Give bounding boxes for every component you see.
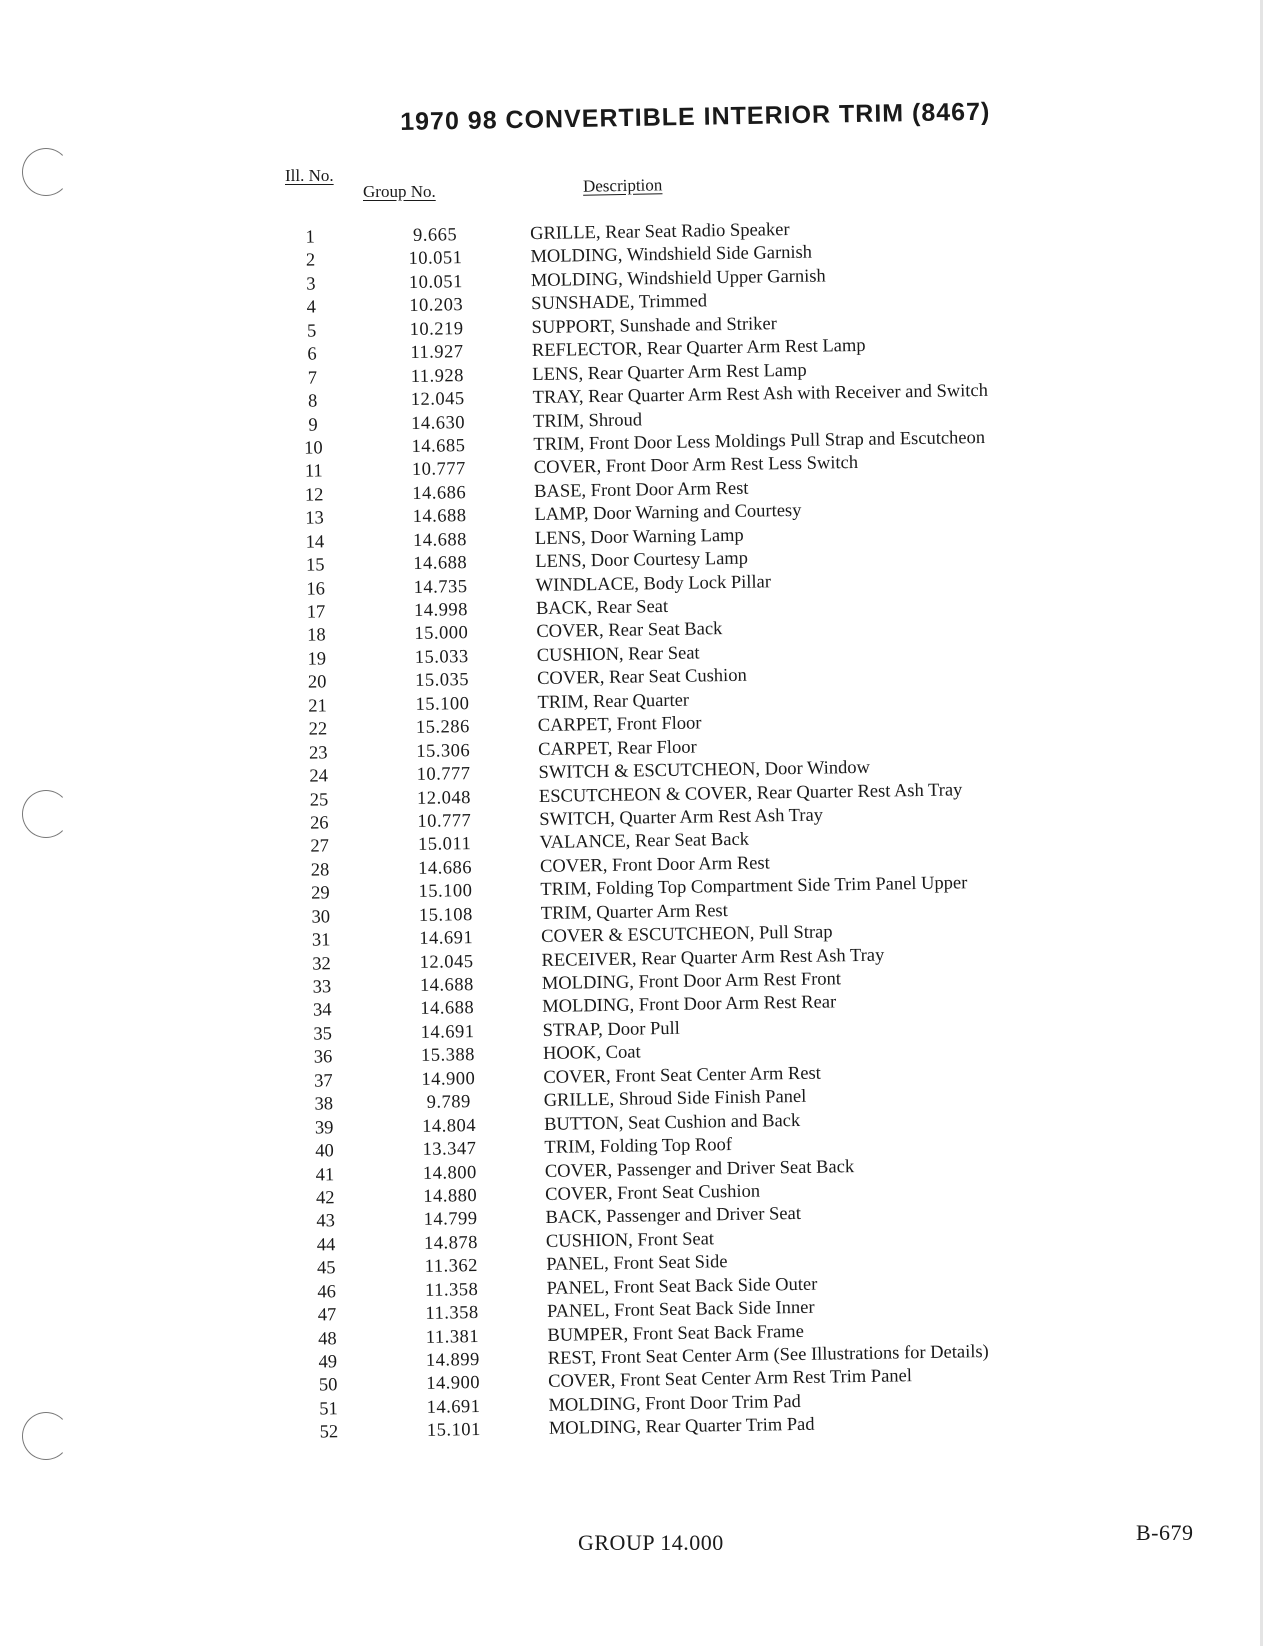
part-description: BUMPER, Front Seat Back Frame bbox=[547, 1321, 804, 1346]
group-number: 10.777 bbox=[416, 764, 471, 785]
ill-number: 5 bbox=[306, 321, 317, 342]
group-number: 14.688 bbox=[412, 506, 467, 528]
part-description: MOLDING, Front Door Trim Pad bbox=[548, 1391, 802, 1416]
group-number: 14.688 bbox=[412, 529, 468, 551]
ill-number: 22 bbox=[308, 719, 328, 740]
ill-number: 25 bbox=[309, 789, 329, 811]
group-number: 14.688 bbox=[413, 553, 468, 575]
column-header-ill-no: Ill. No. bbox=[285, 166, 334, 185]
part-description: CUSHION, Front Seat bbox=[545, 1229, 715, 1252]
ill-number: 1 bbox=[305, 227, 315, 248]
ill-number: 34 bbox=[312, 1000, 332, 1022]
part-description: TRIM, Shroud bbox=[532, 409, 643, 432]
ill-number: 20 bbox=[307, 672, 327, 693]
ill-number: 7 bbox=[307, 368, 318, 389]
group-number: 12.045 bbox=[410, 389, 465, 411]
ill-number: 4 bbox=[306, 297, 317, 318]
parts-table bbox=[280, 214, 1199, 1447]
part-description: MOLDING, Windshield Upper Garnish bbox=[530, 266, 826, 291]
part-description: STRAP, Door Pull bbox=[542, 1018, 681, 1041]
part-description: BACK, Rear Seat bbox=[535, 596, 669, 620]
group-number: 14.630 bbox=[410, 412, 466, 434]
part-description: CARPET, Front Floor bbox=[537, 713, 702, 737]
group-number: 14.900 bbox=[426, 1373, 481, 1395]
ill-number: 39 bbox=[314, 1117, 334, 1139]
ill-number: 37 bbox=[314, 1071, 333, 1092]
group-number: 12.048 bbox=[416, 787, 472, 809]
ill-number: 38 bbox=[314, 1094, 334, 1115]
ill-number: 43 bbox=[316, 1211, 336, 1232]
part-description: BACK, Passenger and Driver Seat bbox=[545, 1204, 802, 1229]
ill-number: 27 bbox=[310, 836, 330, 857]
group-number: 12.045 bbox=[419, 951, 474, 973]
group-number: 14.878 bbox=[423, 1232, 479, 1254]
part-description: ESCUTCHEON & COVER, Rear Quarter Rest Ash Tray bbox=[538, 779, 963, 807]
part-description: WINDLACE, Body Lock Pillar bbox=[535, 571, 772, 596]
group-number: 15.100 bbox=[415, 693, 470, 715]
group-number: 14.804 bbox=[422, 1115, 477, 1137]
group-number: 11.358 bbox=[425, 1303, 479, 1324]
group-number: 13.347 bbox=[422, 1139, 477, 1160]
ill-number: 46 bbox=[317, 1281, 337, 1303]
part-description: VALANCE, Rear Seat Back bbox=[539, 830, 750, 854]
part-description: GRILLE, Rear Seat Radio Speaker bbox=[529, 219, 790, 245]
ill-number: 48 bbox=[318, 1328, 337, 1350]
ill-number: 15 bbox=[305, 555, 325, 576]
part-description: PANEL, Front Seat Side bbox=[546, 1252, 728, 1276]
group-number: 15.000 bbox=[414, 623, 469, 645]
group-number: 15.033 bbox=[414, 646, 469, 668]
group-number: 15.035 bbox=[415, 670, 470, 692]
group-number: 14.900 bbox=[421, 1068, 476, 1090]
part-description: CARPET, Rear Floor bbox=[538, 737, 697, 760]
group-number: 11.928 bbox=[410, 365, 465, 387]
footer-group: GROUP 14.000 bbox=[578, 1530, 724, 1555]
group-number: 14.880 bbox=[423, 1185, 478, 1207]
ill-number: 41 bbox=[315, 1164, 335, 1186]
ill-number: 49 bbox=[318, 1352, 338, 1373]
part-description: TRIM, Front Door Less Moldings Pull Strap and Escutcheon bbox=[533, 427, 986, 455]
group-number: 15.101 bbox=[426, 1420, 482, 1442]
ill-number: 21 bbox=[308, 696, 327, 717]
part-description: COVER & ESCUTCHEON, Pull Strap bbox=[541, 922, 833, 948]
column-header-description: Description bbox=[582, 175, 663, 196]
part-description: LENS, Rear Quarter Arm Rest Lamp bbox=[532, 360, 807, 385]
ill-number: 26 bbox=[309, 813, 329, 834]
ill-number: 50 bbox=[318, 1375, 338, 1396]
part-description: COVER, Rear Seat Cushion bbox=[536, 666, 747, 690]
part-description: PANEL, Front Seat Back Side Inner bbox=[546, 1297, 815, 1323]
ill-number: 3 bbox=[306, 274, 316, 295]
part-description: MOLDING, Front Door Arm Rest Rear bbox=[542, 992, 837, 1018]
ill-number: 23 bbox=[308, 742, 328, 764]
part-description: SWITCH & ESCUTCHEON, Door Window bbox=[538, 757, 871, 784]
group-number: 15.286 bbox=[415, 717, 470, 739]
part-description: REST, Front Seat Center Arm (See Illustrations for Details) bbox=[547, 1342, 989, 1369]
ill-number: 14 bbox=[305, 532, 325, 553]
group-number: 10.203 bbox=[409, 295, 464, 317]
group-number: 10.051 bbox=[408, 248, 463, 270]
group-number: 14.688 bbox=[420, 998, 475, 1020]
group-number: 11.381 bbox=[425, 1326, 480, 1348]
part-description: PANEL, Front Seat Back Side Outer bbox=[546, 1274, 818, 1299]
ill-number: 45 bbox=[316, 1258, 336, 1279]
ill-number: 6 bbox=[307, 344, 317, 365]
part-description: COVER, Rear Seat Back bbox=[536, 619, 723, 643]
group-number: 10.777 bbox=[417, 811, 472, 832]
group-number: 15.108 bbox=[418, 904, 473, 926]
ill-number: 2 bbox=[305, 250, 316, 272]
part-description: COVER, Front Seat Cushion bbox=[545, 1181, 761, 1205]
group-number: 10.219 bbox=[409, 318, 464, 340]
part-description: BASE, Front Door Arm Rest bbox=[534, 478, 749, 502]
ill-number: 51 bbox=[319, 1399, 338, 1420]
group-number: 14.685 bbox=[411, 436, 466, 457]
part-description: SUNSHADE, Trimmed bbox=[531, 291, 708, 315]
part-description: LENS, Door Courtesy Lamp bbox=[535, 548, 749, 573]
group-number: 14.800 bbox=[422, 1162, 477, 1184]
part-description: MOLDING, Windshield Side Garnish bbox=[530, 243, 813, 268]
group-number: 10.777 bbox=[411, 459, 466, 481]
ill-number: 35 bbox=[313, 1024, 333, 1045]
part-description: BUTTON, Seat Cushion and Back bbox=[543, 1110, 801, 1135]
page-title: 1970 98 CONVERTIBLE INTERIOR TRIM (8467) bbox=[400, 97, 991, 136]
ill-number: 28 bbox=[310, 860, 330, 881]
ill-number: 30 bbox=[311, 906, 331, 928]
ill-number: 9 bbox=[308, 414, 318, 436]
ill-number: 42 bbox=[315, 1188, 335, 1209]
part-description: TRIM, Rear Quarter bbox=[537, 690, 690, 713]
group-number: 9.789 bbox=[426, 1092, 471, 1113]
ill-number: 32 bbox=[312, 953, 331, 975]
group-number: 15.100 bbox=[418, 881, 473, 903]
part-description: LENS, Door Warning Lamp bbox=[534, 525, 744, 549]
binder-hole-top bbox=[22, 148, 70, 196]
ill-number: 24 bbox=[309, 766, 329, 787]
part-description: TRIM, Quarter Arm Rest bbox=[540, 900, 728, 924]
ill-number: 8 bbox=[307, 391, 318, 412]
part-description: COVER, Front Seat Center Arm Rest Trim Panel bbox=[548, 1366, 913, 1393]
ill-number: 29 bbox=[311, 883, 330, 904]
ill-number: 36 bbox=[313, 1047, 333, 1068]
binder-hole-bottom bbox=[22, 1412, 70, 1460]
part-description: GRILLE, Shroud Side Finish Panel bbox=[543, 1087, 807, 1112]
group-number: 14.799 bbox=[423, 1209, 478, 1231]
part-description: CUSHION, Rear Seat bbox=[536, 643, 700, 666]
group-number: 14.735 bbox=[413, 576, 468, 598]
part-description: MOLDING, Rear Quarter Trim Pad bbox=[548, 1415, 815, 1440]
group-number: 14.688 bbox=[419, 975, 475, 996]
ill-number: 31 bbox=[311, 930, 331, 951]
group-number: 14.686 bbox=[412, 482, 467, 504]
group-number: 15.388 bbox=[420, 1045, 476, 1067]
part-description: LAMP, Door Warning and Courtesy bbox=[534, 501, 802, 526]
group-number: 9.665 bbox=[412, 225, 458, 246]
group-number: 15.306 bbox=[416, 740, 471, 762]
group-number: 14.899 bbox=[425, 1350, 480, 1371]
ill-number: 16 bbox=[306, 578, 326, 600]
part-description: COVER, Front Seat Center Arm Rest bbox=[543, 1063, 821, 1088]
part-description: SUPPORT, Sunshade and Striker bbox=[531, 313, 777, 338]
part-description: TRIM, Folding Top Roof bbox=[544, 1135, 733, 1159]
group-number: 11.362 bbox=[424, 1256, 479, 1278]
ill-number: 13 bbox=[305, 508, 324, 529]
group-number: 14.998 bbox=[413, 600, 469, 621]
part-description: SWITCH, Quarter Arm Rest Ash Tray bbox=[539, 805, 824, 830]
ill-number: 47 bbox=[317, 1305, 337, 1326]
part-description: MOLDING, Front Door Arm Rest Front bbox=[541, 969, 842, 994]
ill-number: 11 bbox=[304, 461, 323, 483]
group-number: 10.051 bbox=[408, 272, 463, 293]
part-description: REFLECTOR, Rear Quarter Arm Rest Lamp bbox=[531, 336, 866, 362]
group-number: 14.691 bbox=[420, 1021, 475, 1043]
part-description: RECEIVER, Rear Quarter Arm Rest Ash Tray bbox=[541, 945, 885, 971]
part-description: TRAY, Rear Quarter Arm Rest Ash with Receiver and Switch bbox=[532, 380, 989, 409]
group-number: 11.358 bbox=[424, 1279, 479, 1301]
ill-number: 44 bbox=[316, 1235, 336, 1256]
ill-number: 17 bbox=[306, 602, 326, 623]
group-number: 11.927 bbox=[410, 342, 464, 364]
page-number: B-679 bbox=[1136, 1520, 1194, 1545]
binder-hole-middle bbox=[22, 790, 70, 838]
ill-number: 19 bbox=[307, 649, 327, 670]
group-number: 14.691 bbox=[419, 928, 474, 950]
ill-number: 52 bbox=[319, 1422, 339, 1443]
part-description: COVER, Front Door Arm Rest Less Switch bbox=[533, 453, 859, 479]
ill-number: 18 bbox=[307, 625, 326, 647]
ill-number: 12 bbox=[304, 485, 324, 506]
ill-number: 33 bbox=[312, 977, 332, 998]
group-number: 15.011 bbox=[417, 834, 472, 856]
ill-number: 10 bbox=[304, 438, 323, 459]
group-number: 14.686 bbox=[417, 857, 473, 879]
part-description: COVER, Front Door Arm Rest bbox=[539, 853, 770, 877]
part-description: COVER, Passenger and Driver Seat Back bbox=[544, 1156, 855, 1182]
group-number: 14.691 bbox=[426, 1396, 481, 1418]
column-header-group-no: Group No. bbox=[363, 182, 436, 201]
part-description: TRIM, Folding Top Compartment Side Trim Panel Upper bbox=[540, 873, 968, 901]
ill-number: 40 bbox=[315, 1141, 334, 1162]
part-description: HOOK, Coat bbox=[542, 1042, 641, 1065]
